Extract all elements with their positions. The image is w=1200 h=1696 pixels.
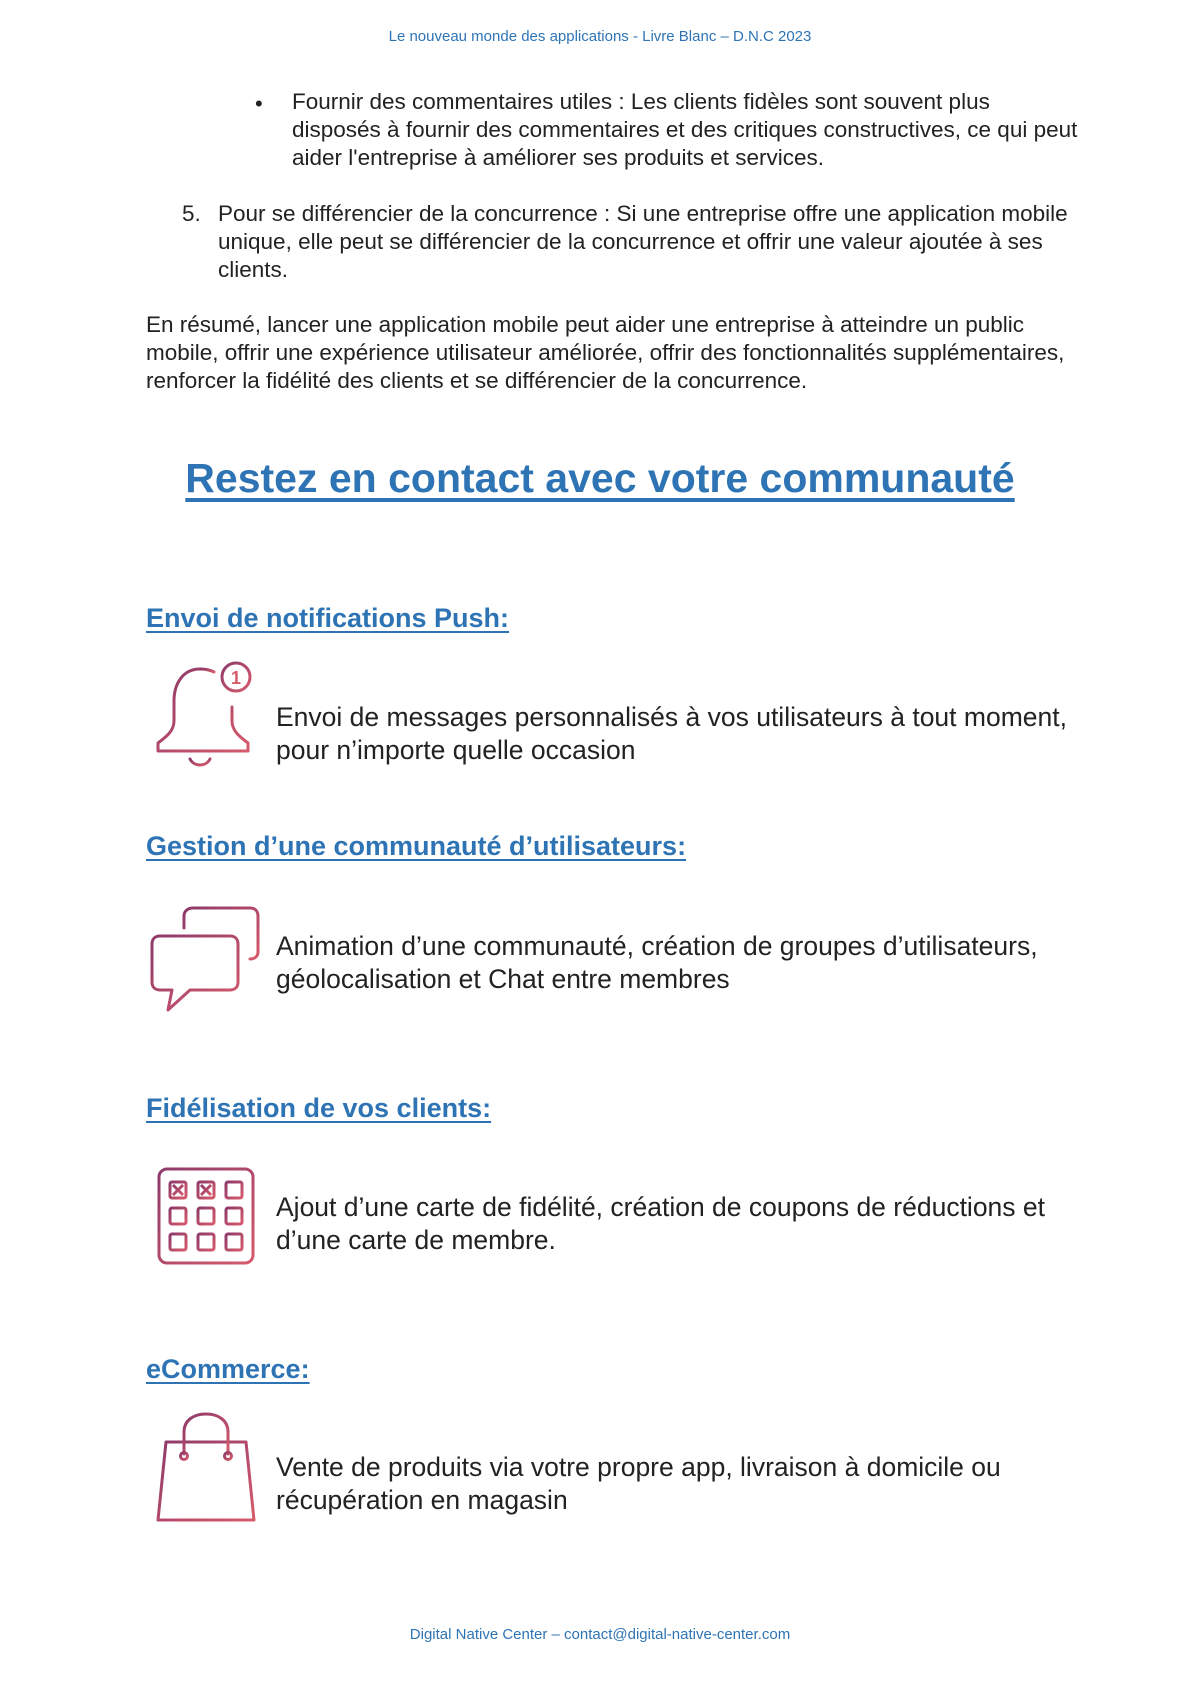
- feature-text-loyalty: Ajout d’une carte de fidélité, création de coupons de réductions et d’une carte de membre.: [276, 1192, 1046, 1255]
- summary-paragraph: En résumé, lancer une application mobile peut aider une entreprise à atteindre un public mobile, offrir une expérience utilisateur améliorée, offrir des fonctionnalités supplémentaires, renforcer la fidélité des clients et se différencier de la concurrence.: [146, 312, 1065, 393]
- section-title: Restez en contact avec votre communauté: [185, 455, 1015, 501]
- feature-heading-community: Gestion d’une communauté d’utilisateurs:: [146, 831, 687, 861]
- notification-badge: 1: [230, 668, 242, 688]
- feature-text-push: Envoi de messages personnalisés à vos utilisateurs à tout moment, pour n’importe quelle occasion: [276, 702, 1067, 765]
- shopping-bag-icon: [154, 1412, 258, 1524]
- page-header: Le nouveau monde des applications - Livre Blanc – D.N.C 2023: [388, 28, 812, 45]
- loyalty-card-icon: [156, 1166, 256, 1266]
- chat-bubbles-icon: [146, 906, 264, 1016]
- feature-heading-loyalty: Fidélisation de vos clients:: [146, 1093, 492, 1123]
- bullet-symbol: •: [255, 91, 263, 116]
- feature-heading-ecommerce: eCommerce:: [146, 1354, 310, 1384]
- list-number: 5.: [182, 201, 201, 226]
- bell-notification-icon: [152, 655, 262, 770]
- bullet-paragraph: Fournir des commentaires utiles : Les clients fidèles sont souvent plus disposés à fournir des commentaires et des critiques constructives, ce qui peut aider l'entreprise à améliorer ses produits et services.: [292, 89, 1078, 170]
- page-footer: Digital Native Center – contact@digital-native-center.com: [409, 1626, 791, 1643]
- feature-text-community: Animation d’une communauté, création de groupes d’utilisateurs, géolocalisation et Chat entre membres: [276, 931, 1038, 994]
- feature-text-ecommerce: Vente de produits via votre propre app, livraison à domicile ou récupération en magasin: [276, 1452, 1001, 1515]
- numbered-paragraph: Pour se différencier de la concurrence : Si une entreprise offre une application mobile unique, elle peut se différencier de la concurrence et offrir une valeur ajoutée à ses clients.: [218, 201, 1068, 282]
- feature-heading-push: Envoi de notifications Push:: [146, 603, 510, 633]
